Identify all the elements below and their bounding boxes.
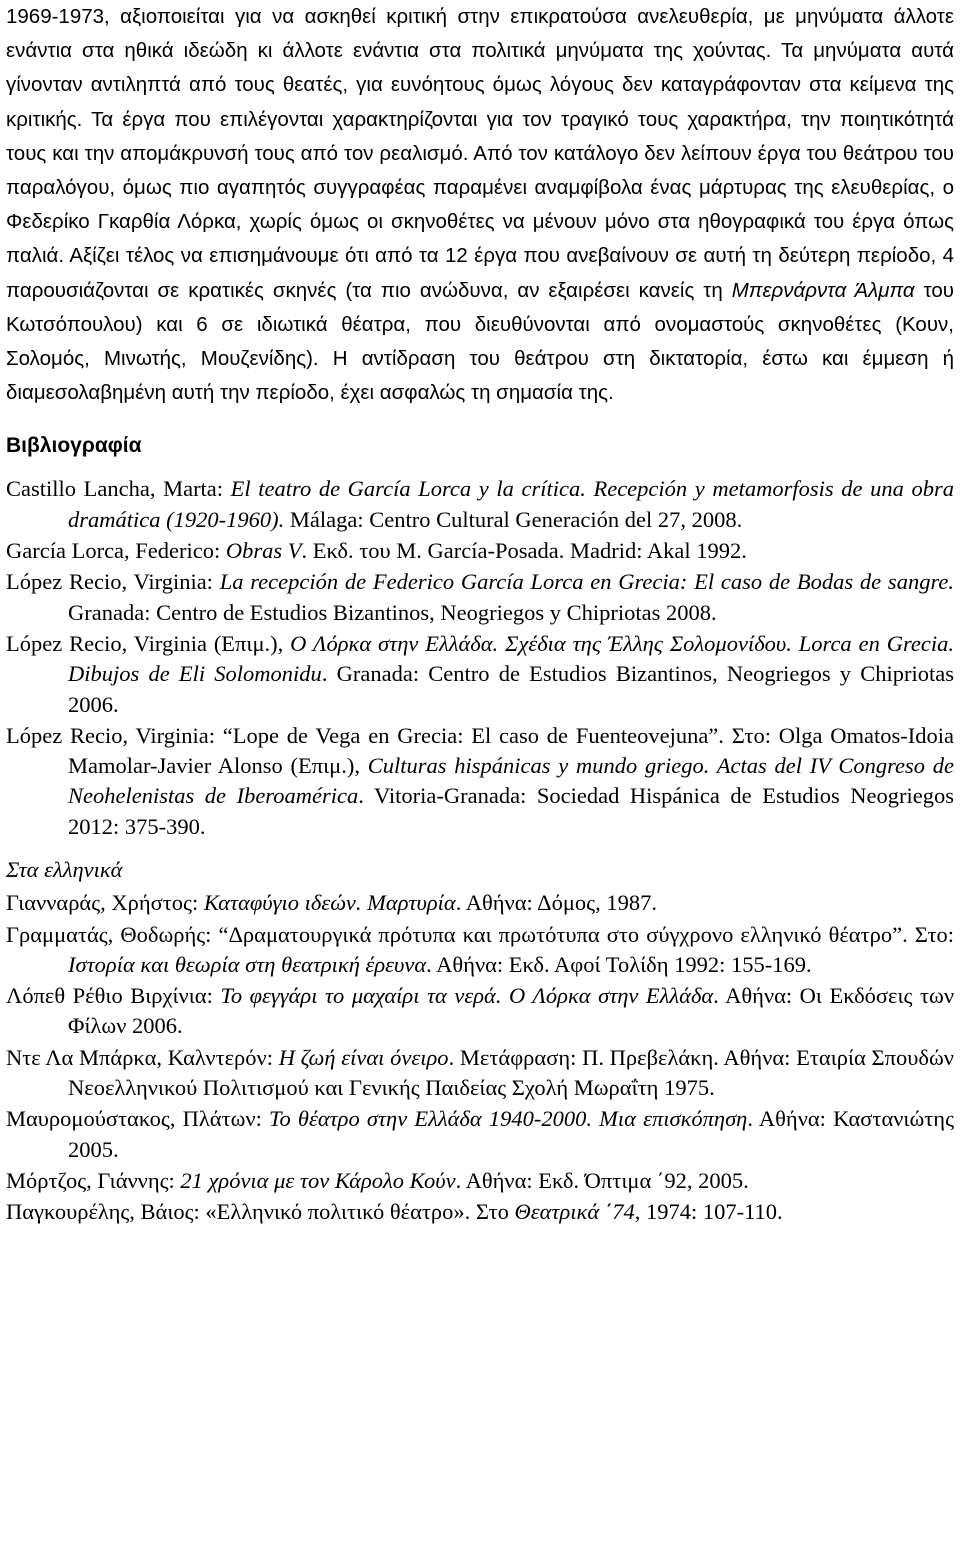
reference-entry (6, 567, 954, 628)
ref-publication: . Αθήνα: Οι Εκδόσεις των Φίλων 2006. (68, 983, 954, 1039)
reference-entry (6, 629, 954, 720)
ref-publication: . Αθήνα: Εκδ. Όπτιμα ΄92, 2005. (455, 1167, 749, 1193)
ref-author: Ντε Λα Μπάρκα, Καλντερόν: (6, 1044, 279, 1070)
body-paragraph (6, 0, 954, 410)
reference-entry (6, 920, 954, 981)
ref-title: Το θέατρο στην Ελλάδα 1940-2000. Μια επισκόπηση (269, 1106, 748, 1132)
ref-title: Η ζωή είναι όνειρο (278, 1044, 449, 1070)
ref-title: La recepción de Federico García Lorca en Grecia: El caso de Bodas de sangre. (219, 569, 954, 595)
ref-author: López Recio, Virginia: (6, 569, 220, 595)
ref-author: Castillo Lancha, Marta: (6, 476, 231, 502)
ref-publication: Málaga: Centro Cultural Generación del 27, 2008. (284, 506, 743, 532)
ref-title: Ο Λόρκα στην Ελλάδα. Σχέδια της Έλλης Σολομονίδου. Lorca en Grecia. Dibujos de Eli Solomonidu (68, 630, 954, 687)
ref-author: López Recio, Virginia (Επιμ.), (6, 630, 291, 656)
ref-publication: . Αθήνα: Εκδ. Αφοί Τολίδη 1992: 155-169. (426, 951, 812, 977)
bibliography-list (6, 474, 954, 1227)
ref-author: Γιανναράς, Χρήστος: (6, 890, 204, 916)
reference-entry (6, 536, 954, 566)
paragraph-italic-title: Μπερνάρντα Άλμπα (731, 278, 915, 302)
reference-entry (6, 1166, 954, 1196)
ref-publication: . Μετάφραση: Π. Πρεβελάκη. Αθήνα: Εταιρία Σπουδών Νεοελληνικού Πολιτισμού και Γενικής Παιδείας Σχολή Μωραΐτη 1975. (68, 1044, 954, 1101)
reference-entry (6, 1104, 954, 1165)
ref-title: Θεατρικά ΄74 (514, 1199, 635, 1225)
ref-author: Λόπεθ Ρέθιο Βιρχίνια: (6, 983, 221, 1009)
bibliography-heading: Βιβλιογραφία (6, 434, 142, 458)
reference-entry (6, 888, 954, 918)
ref-publication: . Αθήνα: Καστανιώτης 2005. (68, 1106, 954, 1162)
ref-author: Μαυρομούστακος, Πλάτων: (6, 1106, 270, 1132)
reference-entry (6, 1043, 954, 1104)
greek-subheading: Στα ελληνικά (6, 857, 123, 882)
ref-publication: Granada: Centro de Estudios Bizantinos, Neogriegos y Chipriotas 2008. (68, 599, 717, 625)
reference-entry (6, 1197, 954, 1227)
ref-title: Καταφύγιο ιδεών. Μαρτυρία (203, 890, 456, 916)
ref-author: Παγκουρέλης, Βάιος: «Ελληνικό πολιτικό θέατρο». Στο (6, 1199, 515, 1225)
ref-title: 21 χρόνια με τον Κάρολο Κούν (180, 1167, 456, 1193)
ref-title: Ιστορία και θεωρία στη θεατρική έρευνα (68, 951, 427, 977)
reference-entry (6, 721, 954, 842)
ref-author: Μόρτζος, Γιάννης: (6, 1167, 181, 1193)
ref-publication: . Granada: Centro de Estudios Bizantinos, Neogriegos y Chipriotas 2006. (68, 661, 954, 717)
ref-publication: . Vitoria-Granada: Sociedad Hispánica de Estudios Neogriegos 2012: 375-390. (68, 783, 954, 839)
ref-title: Το φεγγάρι το μαχαίρι τα νερά. Ο Λόρκα στην Ελλάδα (220, 983, 714, 1009)
reference-entry (6, 474, 954, 535)
ref-publication: . Εκδ. του M. García-Posada. Madrid: Akal 1992. (301, 538, 747, 564)
ref-publication: , 1974: 107-110. (634, 1199, 783, 1225)
reference-entry (6, 981, 954, 1042)
paragraph-text-end: του Κωτσόπουλου) και 6 σε ιδιωτικά θέατρα, που διευθύνονται από ονομαστούς σκηνοθέτες (Κουν, Σολομός, Μινωτής, Μουζενίδης). Η αντίδραση του θεάτρου στη δικτατορία, έστω και έμμεση ή διαμεσολαβημένη αυτή την περίοδο, έχει ασφαλώς τη σημασία της. (6, 278, 954, 405)
ref-author: García Lorca, Federico: (6, 538, 226, 564)
paragraph-text: 1969-1973, αξιοποιείται για να ασκηθεί κριτική στην επικρατούσα ανελευθερία, με μηνύματα άλλοτε ενάντια στα ηθικά ιδεώδη κι άλλοτε ενάντια στα πολιτικά μηνύματα της χούντας. Τα μηνύματα αυτά γίνονταν αντιληπτά από τους θεατές, για ευνόητους όμως λόγους δεν καταγράφονταν στα κείμενα της κριτικής. Τα έργα που επιλέγονται χαρακτηρίζονται για τον τραγικό τους χαρακτήρα, την ποιητικότητά τους και την απομάκρυνσή τους από τον ρεαλισμό. Από τον κατάλογο δεν λείπουν έργα του θεάτρου του παραλόγου, όμως πιο αγαπητός συγγραφέας παραμένει αναμφίβολα ένας μάρτυρας της ελευθερίας, ο Φεδερίκο Γκαρθία Λόρκα, χωρίς όμως οι σκηνοθέτες να μένουν μόνο στα ηθογραφικά του έργα όπως παλιά. Αξίζει τέλος να επισημάνουμε ότι από τα 12 έργα που ανεβαίνουν σε αυτή τη δεύτερη περίοδο, 4 παρουσιάζονται σε κρατικές σκηνές (τα πιο ανώδυνα, αν εξαιρέσει κανείς τη (6, 5, 954, 302)
ref-author: López Recio, Virginia: “Lope de Vega en Grecia: El caso de Fuenteovejuna”. Στο: Olga Omatos-Idoia Mamolar-Javier Alonso (Επιμ.), (6, 722, 954, 779)
ref-title: Culturas hispánicas y mundo griego. Actas del IV Congreso de Neohelenistas de Iberoamérica (68, 753, 954, 809)
ref-publication: . Αθήνα: Δόμος, 1987. (455, 890, 657, 916)
ref-title: Obras V (225, 538, 302, 564)
ref-title: El teatro de García Lorca y la crítica. Recepción y metamorfosis de una obra dramática (1920-1960). (68, 476, 954, 532)
ref-author: Γραμματάς, Θοδωρής: “Δραματουργικά πρότυπα και πρωτότυπα στο σύγχρονο ελληνικό θέατρο”. Στο: (6, 921, 954, 947)
